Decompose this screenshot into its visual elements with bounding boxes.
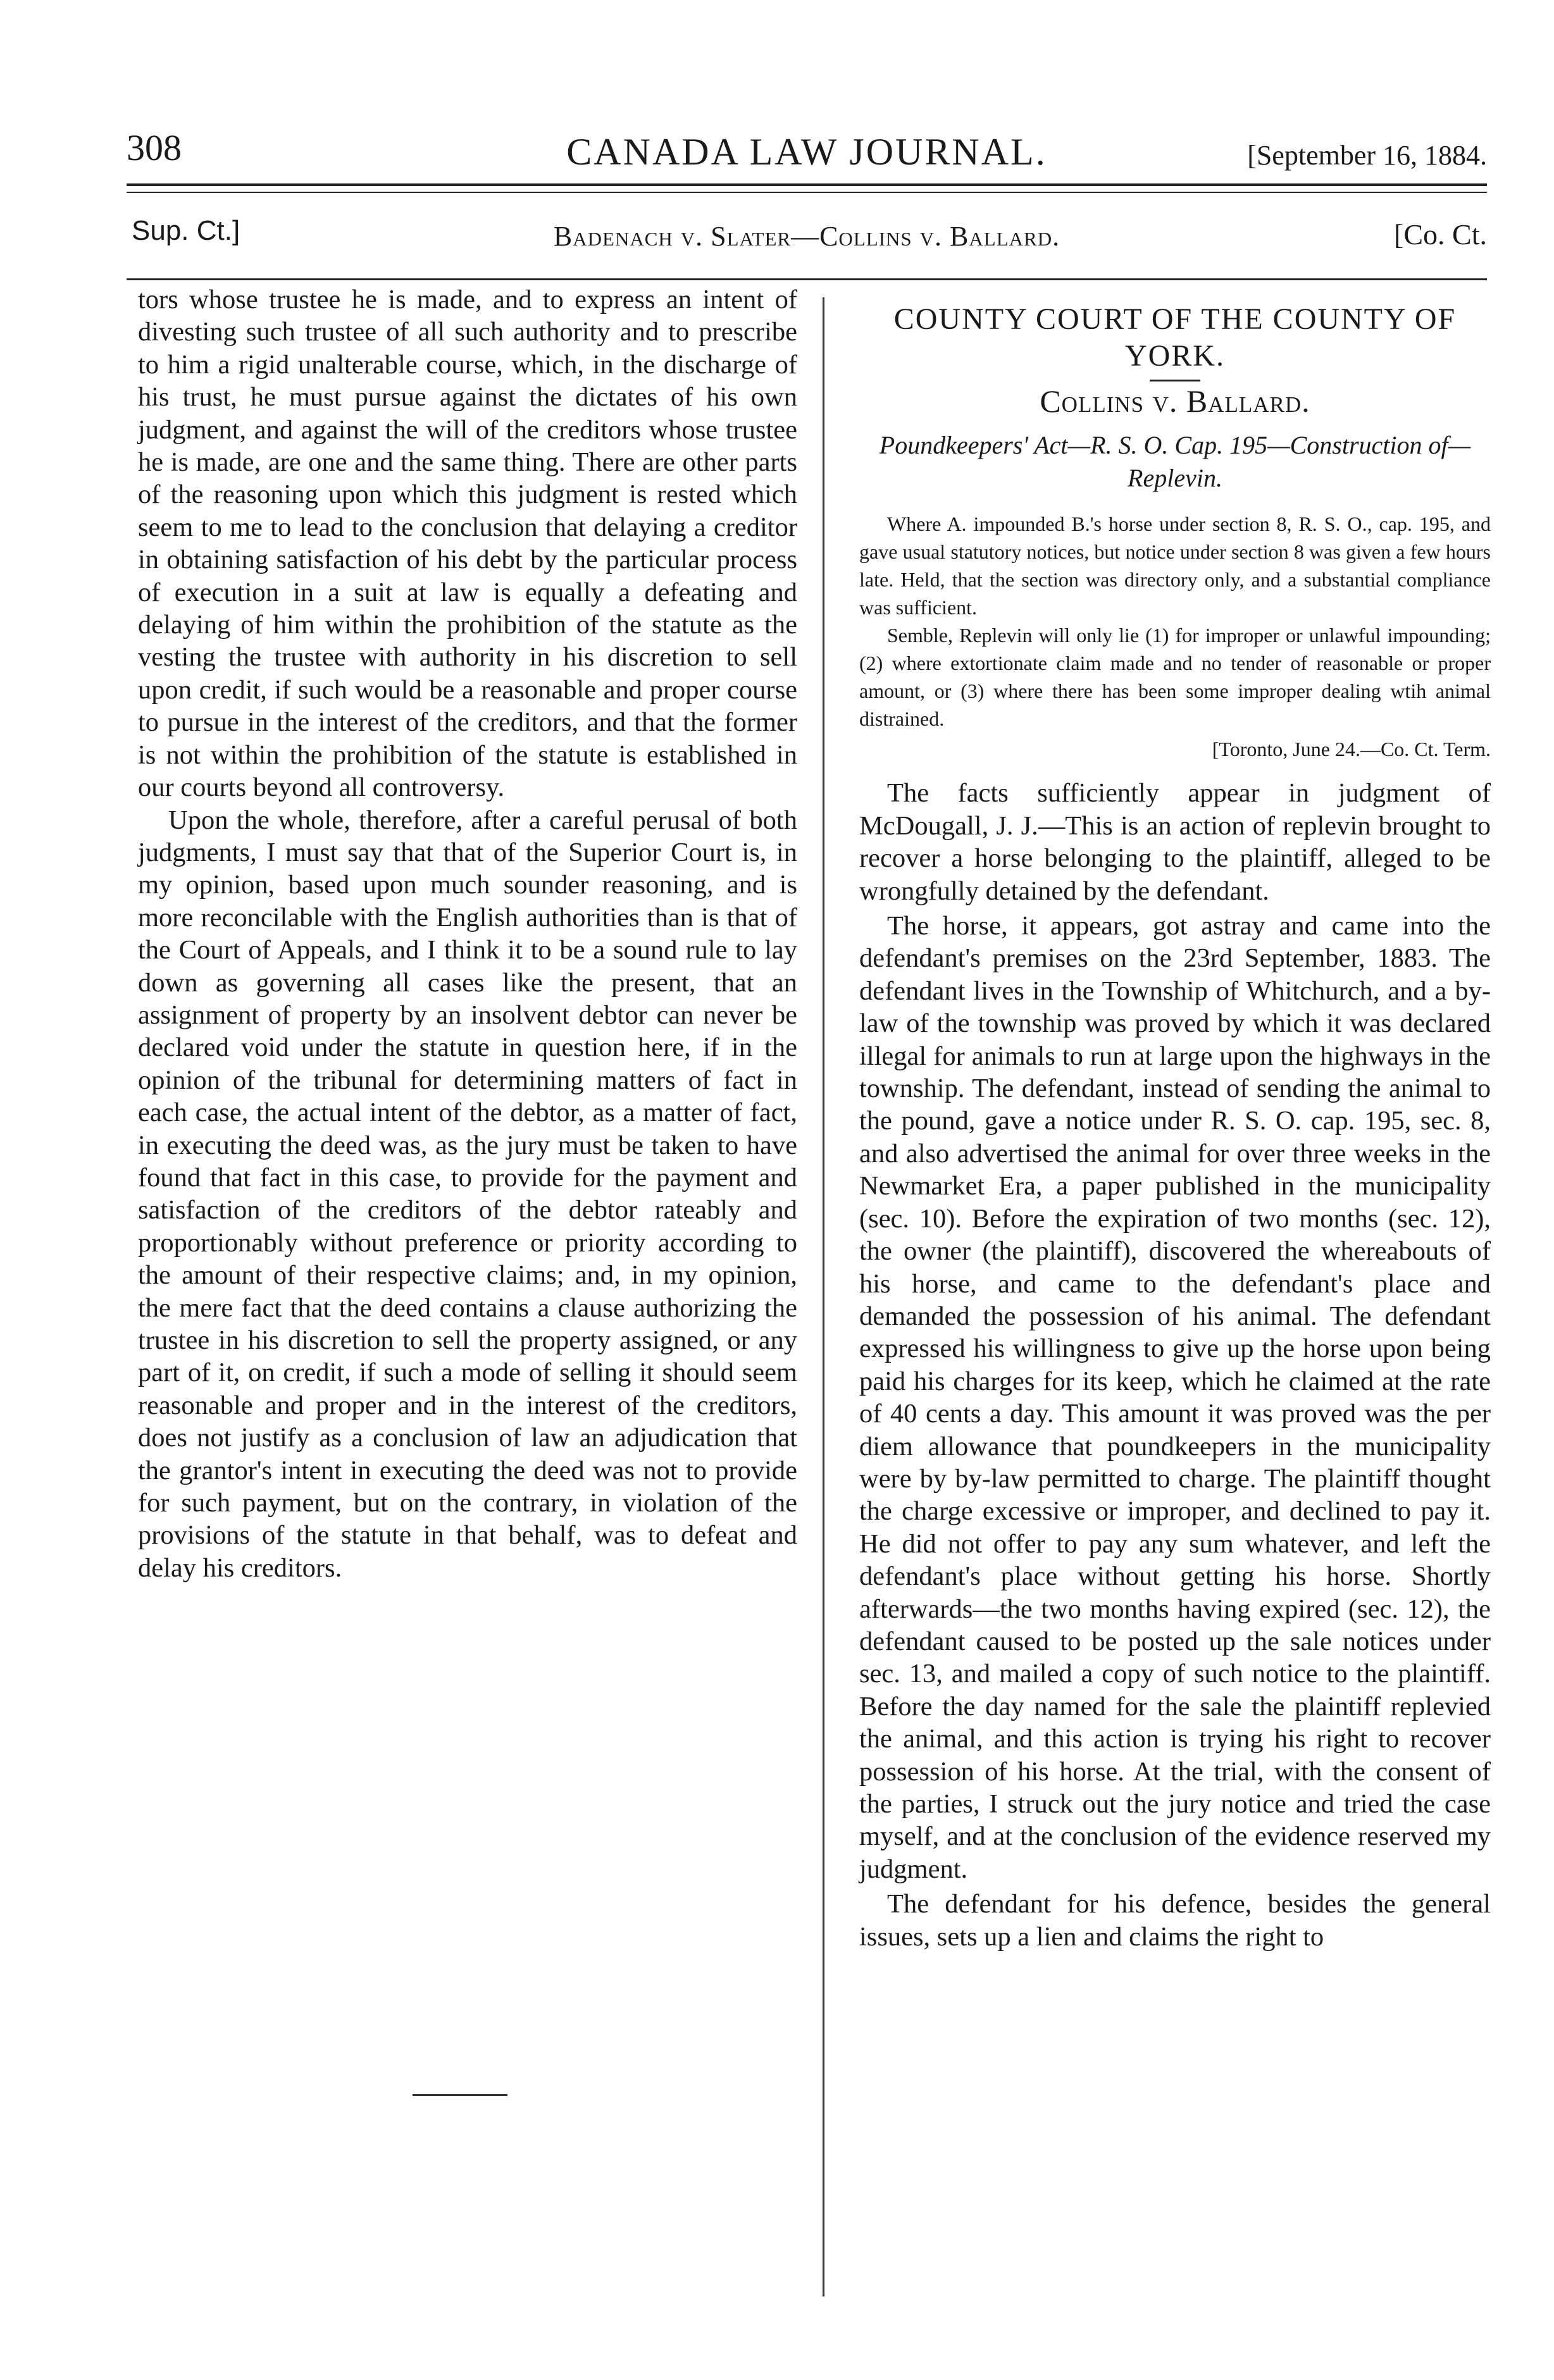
judgment-text (859, 777, 1491, 1953)
left-paragraph-2: Upon the whole, therefore, after a careful perusal of both judgments, I must say that that of the Superior Court is, in my opinion, based upon much sounder reasoning, and is more reconcilable with the English authorities than is that of the Court of Appeals, and I think it to be a sound rule to lay down as governing all cases like the present, that an assignment of property by an insolvent debtor can never be declared void under the statute in question here, if in the opinion of the tribunal for determining matters of fact in each case, the actual intent of the debtor, as a matter of fact, in executing the deed was, as the jury must be taken to have found that fact in this case, to provide for the payment and satisfaction of the creditors of the debtor rateably and proportionably without preference or priority according to the amount of their respective claims; and, in my opinion, the mere fact that the deed contains a clause authorizing the trustee in his discretion to sell the property assigned, or any part of it, on credit, if such a mode of selling it should seem reasonable and proper and in the interest of the creditors, does not justify as a conclusion of law an adjudication that the grantor's intent in executing the deed was not to provide for such payment, but on the contrary, in violation of the provisions of the statute in that behalf, was to defeat and delay his creditors. (138, 805, 797, 1583)
issue-date: [September 16, 1884. (1247, 140, 1487, 171)
headnote-paragraph-2: Semble, Replevin will only lie (1) for improper or unlawful impounding; (2) where extortionate claim made and no tender of reasonable or proper amount, or (3) where there has been some improper dealing wtih animal distrained. (859, 624, 1491, 731)
right-column (859, 297, 1491, 1955)
case-heading: Collins v. Ballard. (1040, 383, 1310, 419)
header-rule (127, 183, 1487, 186)
headnote-paragraph-1: Where A. impounded B.'s horse under section 8, R. S. O., cap. 195, and gave usual statutory notices, but notice under section 8 was given a few hours late. Held, that the section was directory only, and a substantial compliance was sufficient. (859, 512, 1491, 619)
court-left-label: Sup. Ct.] (132, 215, 240, 246)
sub-header (127, 215, 1487, 266)
header-rule-thin (127, 192, 1487, 193)
end-separator (413, 2094, 507, 2096)
heading-rule (1150, 380, 1200, 381)
journal-title: CANADA LAW JOURNAL. (566, 131, 1047, 173)
citation: [Toronto, June 24.—Co. Ct. Term. (1212, 738, 1491, 761)
left-paragraph-1: tors whose trustee he is made, and to express an intent of divesting such trustee of all such authority and to prescribe to him a rigid unalterable course, which, in the discharge of his trust, he must pursue against the dictates of his own judgment, and against the will of the creditors whose trustee he is made, are one and the same thing. There are other parts of the reasoning upon which this judgment is rested which seem to me to lead to the conclusion that delaying a creditor in obtaining satisfaction of his debt by the particular process of execution in a suit at law is equally a defeating and delaying of him within the prohibition of the statute as the vesting the trustee with authority in his discretion to sell upon credit, if such would be a reasonable and proper course to pursue in the interest of the creditors, and that the former is not within the prohibition of the statute is established in our courts beyond all controversy. (138, 285, 797, 803)
court-right-label: [Co. Ct. (1394, 218, 1487, 251)
headnote (859, 510, 1491, 733)
page-number: 308 (127, 127, 182, 168)
right-paragraph-1: The facts sufficiently appear in judgment of McDougall, J. J.—This is an action of replevin brought to recover a horse belonging to the plaintiff, alleged to be wrongfully detained by the defendant. (859, 778, 1491, 906)
column-divider (823, 297, 824, 2296)
right-paragraph-3: The defendant for his defence, besides the general issues, sets up a lien and claims the right to (859, 1889, 1491, 1952)
running-head (127, 120, 1487, 177)
subheader-rule (127, 278, 1487, 280)
court-heading: COUNTY COURT OF THE COUNTY OF YORK. (893, 302, 1457, 373)
case-title: Badenach v. Slater—Collins v. Ballard. (553, 221, 1060, 252)
catchline: Poundkeepers' Act—R. S. O. Cap. 195—Construction of—Replevin. (879, 431, 1471, 493)
left-column (138, 283, 797, 1584)
right-paragraph-2: The horse, it appears, got astray and came into the defendant's premises on the 23rd September, 1883. The defendant lives in the Township of Whitchurch, and a by-law of the township was proved by which it was declared illegal for animals to run at large upon the highways in the township. The defendant, instead of sending the animal to the pound, gave a notice under R. S. O. cap. 195, sec. 8, and also advertised the animal for over three weeks in the Newmarket Era, a paper published in the municipality (sec. 10). Before the expiration of two months (sec. 12), the owner (the plaintiff), discovered the whereabouts of his horse, and came to the defendant's place and demanded the possession of his animal. The defendant expressed his willingness to give up the horse upon being paid his charges for its keep, which he claimed at the rate of 40 cents a day. This amount it was proved was the per diem allowance that poundkeepers in the municipality were by by-law permitted to charge. The plaintiff thought the charge excessive or improper, and declined to pay it. He did not offer to pay any sum whatever, and left the defendant's place without getting his horse. Shortly afterwards—the two months having expired (sec. 12), the defendant caused to be posted up the sale notices under sec. 13, and mailed a copy of such notice to the plaintiff. Before the day named for the sale the plaintiff replevied the animal, and this action is trying his right to recover possession of his horse. At the trial, with the consent of the parties, I struck out the jury notice and tried the case myself, and at the conclusion of the evidence reserved my judgment. (859, 911, 1491, 1884)
